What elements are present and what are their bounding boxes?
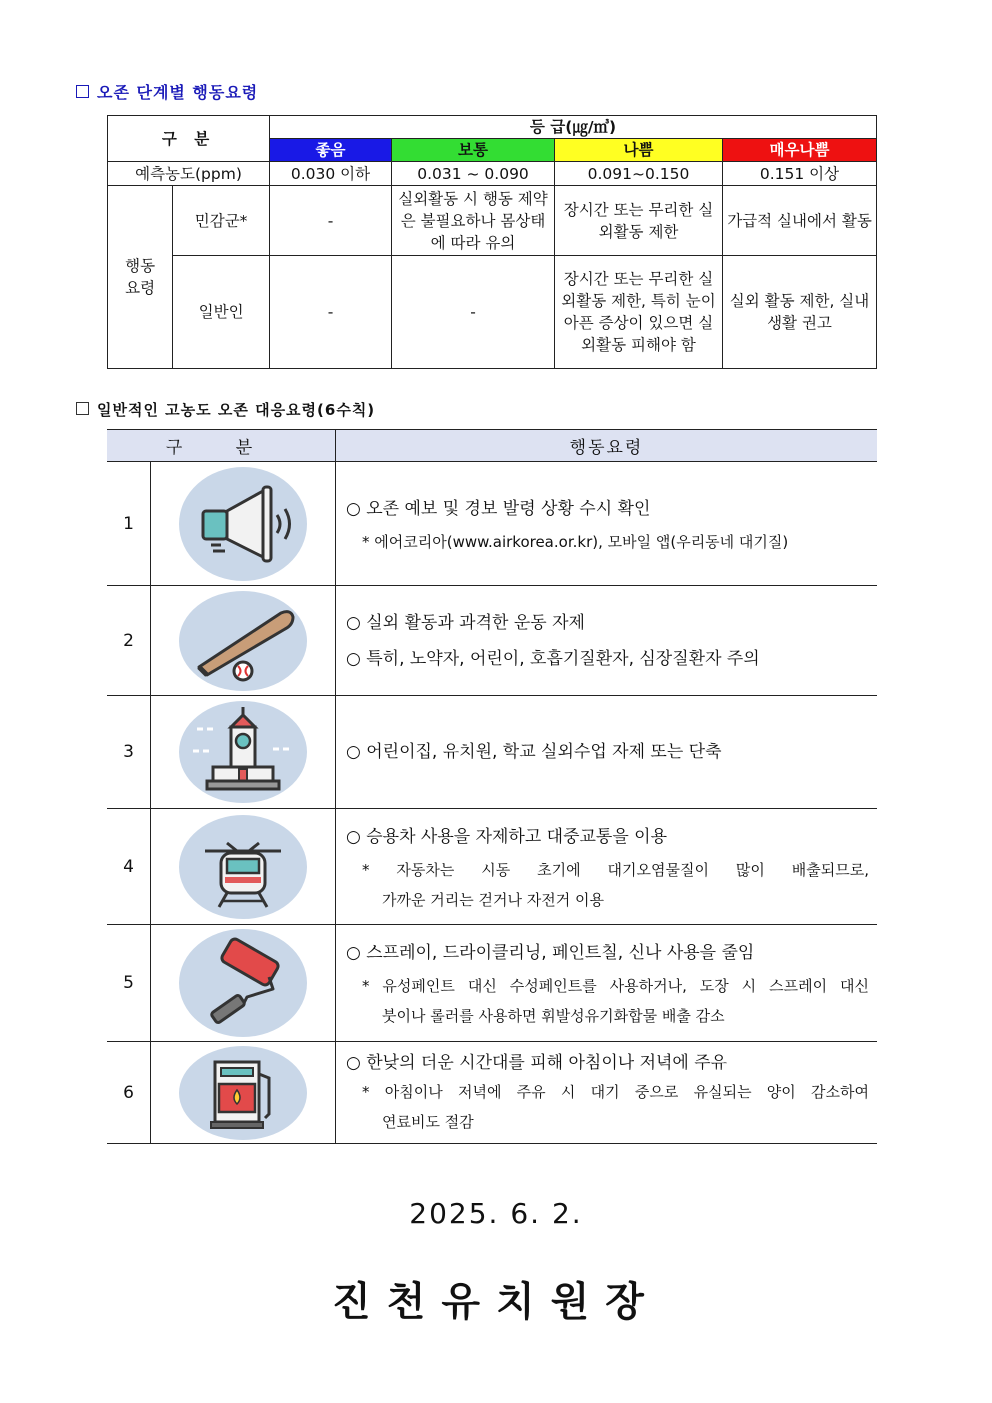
general-value: 실외 활동 제한, 실내생활 권고 [723,256,877,369]
checkbox-square-icon [76,402,89,415]
row-number: 3 [107,696,151,809]
ozone-response-table [107,429,877,1144]
category-header: 구 분 [108,116,270,162]
row-number: 1 [107,462,151,586]
row-main-text: ○ 스프레이, 드라이클리닝, 페인트칠, 신나 사용을 줄임 [346,943,755,963]
measure-value: 0.031 ~ 0.090 [392,162,555,186]
table-row [107,925,877,1042]
measure-value: 0.151 이상 [723,162,877,186]
section-title-ozone-levels [76,80,258,103]
row-main-text: ○ 승용차 사용을 자제하고 대중교통을 이용 [346,826,668,847]
document-date: 2025. 6. 2. [409,1197,583,1230]
section-title-text: 일반적인 고농도 오존 대응요령(6수칙) [97,401,376,419]
gas-station-icon [177,1044,309,1142]
measure-value: 0.030 이하 [270,162,392,186]
grade-bad: 나쁨 [555,139,723,162]
signature-title: 진천유치원장 [332,1279,660,1325]
table-row [107,1042,877,1144]
row-note-text: * 유성페인트 대신 수성페인트를 사용하거나, 도장 시 스프레이 대신 [362,977,869,995]
row-number: 5 [107,925,151,1042]
row-main-text: ○ 특히, 노약자, 어린이, 호흡기질환자, 심장질환자 주의 [346,648,760,669]
general-value: - [392,256,555,369]
row-note-text: 연료비도 절감 [382,1112,474,1131]
grade-very-bad: 매우나쁨 [723,139,877,162]
sensitive-value: 실외활동 시 행동 제약은 불필요하나 몸상태에 따라 유의 [392,186,555,256]
ozone-level-table [107,115,877,369]
sensitive-value: 가급적 실내에서 활동 [723,186,877,256]
section-title-text: 오존 단계별 행동요령 [97,83,259,102]
action-label: 행동 요령 [108,186,173,369]
baseball-bat-icon [177,589,309,693]
school-building-icon [177,699,309,805]
megaphone-icon [177,465,309,583]
train-icon [177,813,309,921]
general-value: 장시간 또는 무리한 실외활동 제한, 특히 눈이 아픈 증상이 있으면 실외활동 피해야 함 [555,256,723,369]
table-row [107,586,877,696]
sensitive-value: - [270,186,392,256]
grade-header: 등 급(㎍/㎥) [270,116,877,139]
row-note-text: 가까운 거리는 걷거나 자전거 이용 [382,890,604,909]
sensitive-label: 민감군* [173,186,270,256]
sensitive-value: 장시간 또는 무리한 실외활동 제한 [555,186,723,256]
row-note-text: 붓이나 롤러를 사용하면 휘발성유기화합물 배출 감소 [382,1007,725,1025]
row-number: 4 [107,809,151,925]
table-row [107,809,877,925]
row-note-text: * 아침이나 저녁에 주유 시 대기 중으로 유실되는 양이 감소하여 [362,1082,869,1101]
row-main-text: ○ 한낮의 더운 시간대를 피해 아침이나 저녁에 주유 [346,1052,728,1073]
table-row [107,696,877,809]
section-title-response-rules [76,399,375,420]
paint-roller-icon [177,927,309,1039]
category-header: 구 분 [107,430,336,462]
row-note-text: * 에어코리아(www.airkorea.or.kr), 모바일 앱(우리동네 대기질) [362,532,789,551]
checkbox-square-icon [76,85,89,98]
row-main-text: ○ 오존 예보 및 경보 발령 상황 수시 확인 [346,498,651,519]
row-note-text: * 자동차는 시동 초기에 대기오염물질이 많이 배출되므로, [362,860,869,879]
measure-value: 0.091~0.150 [555,162,723,186]
row-main-text: ○ 실외 활동과 과격한 운동 자제 [346,612,585,633]
grade-normal: 보통 [392,139,555,162]
row-number: 6 [107,1042,151,1144]
grade-good: 좋음 [270,139,392,162]
general-label: 일반인 [173,256,270,369]
row-main-text: ○ 어린이집, 유치원, 학교 실외수업 자제 또는 단축 [346,742,722,762]
row-number: 2 [107,586,151,696]
table-row [107,462,877,586]
action-header: 행동요령 [336,430,878,462]
measure-label: 예측농도(ppm) [108,162,270,186]
general-value: - [270,256,392,369]
